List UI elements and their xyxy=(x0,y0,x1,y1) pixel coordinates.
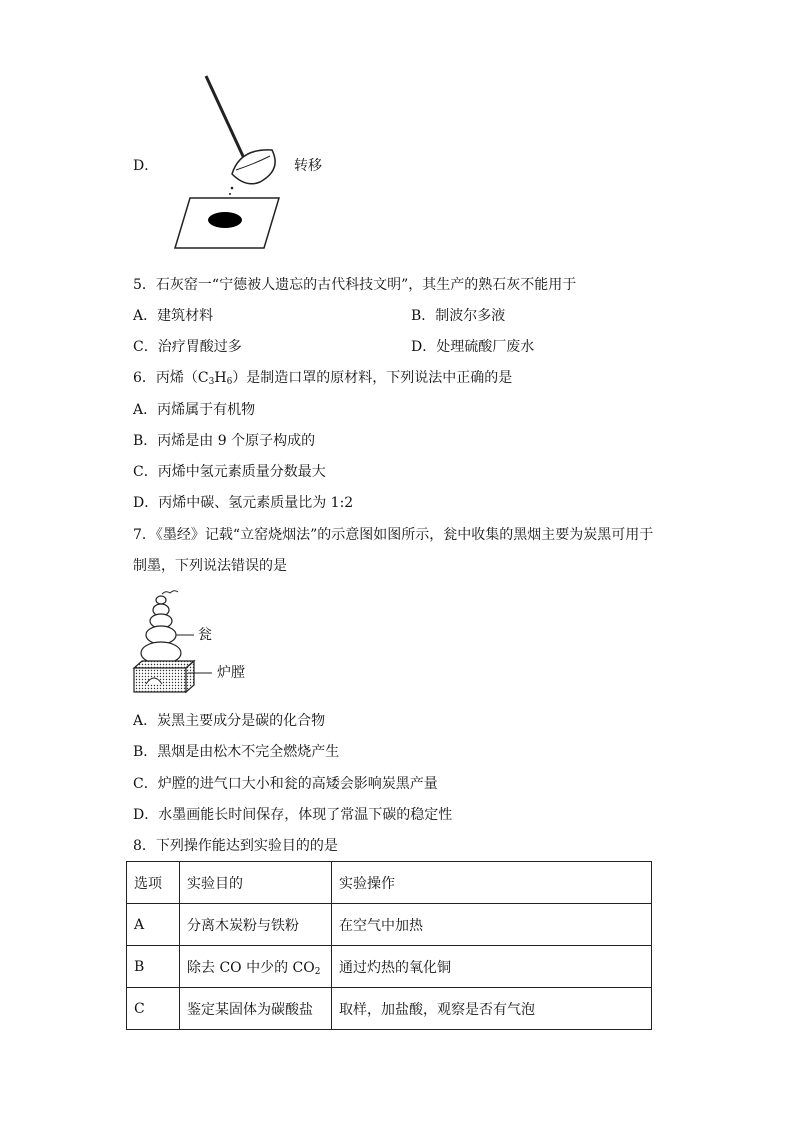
cell-purpose: 分离木炭粉与铁粉 xyxy=(180,904,332,946)
q7-option-a: A．炭黑主要成分是碳的化合物 xyxy=(133,713,326,729)
cell-purpose: 鉴定某固体为碳酸盐 xyxy=(180,988,332,1030)
q5-option-b: B．制波尔多液 xyxy=(411,308,506,324)
q5-option-d: D．处理硫酸厂废水 xyxy=(411,339,535,355)
q7-stem-line2: 制墨，下列说法错误的是 xyxy=(133,558,287,574)
q5-option-a: A．建筑材料 xyxy=(133,308,214,324)
q6-option-c: C．丙烯中氢元素质量分数最大 xyxy=(133,464,326,480)
q6-option-a: A．丙烯属于有机物 xyxy=(133,402,256,418)
table-row xyxy=(127,988,652,1030)
smoke xyxy=(162,591,178,594)
label-lutang: 炉膛 xyxy=(217,665,245,681)
cell-operation: 在空气中加热 xyxy=(332,904,652,946)
table-row xyxy=(127,946,652,988)
cell-option: C xyxy=(127,988,180,1030)
q7-stem-line1: 7．《墨经》记载“立窑烧烟法”的示意图如图所示，瓮中收集的黑烟主要为炭黑可用于 xyxy=(133,527,654,543)
q4-option-d-letter: D． xyxy=(133,158,159,174)
table-header-row xyxy=(127,862,652,904)
q5-option-c: C．治疗胃酸过多 xyxy=(133,339,242,355)
q7-option-c: C．炉膛的进气口大小和瓮的高矮会影响炭黑产量 xyxy=(133,776,438,792)
q8-stem: 8．下列操作能达到实验目的的是 xyxy=(133,838,338,854)
transfer-figure xyxy=(170,70,290,252)
q7-option-b: B．黑烟是由松木不完全燃烧产生 xyxy=(133,744,340,760)
header-purpose: 实验目的 xyxy=(180,862,332,904)
label-weng: 瓮 xyxy=(198,627,212,643)
cell-operation: 取样，加盐酸，观察是否有气泡 xyxy=(332,988,652,1030)
cell-operation: 通过灼热的氧化铜 xyxy=(332,946,652,988)
q6-option-b: B．丙烯是由 9 个原子构成的 xyxy=(133,433,316,449)
evaporating-dish xyxy=(232,150,275,184)
header-operation: 实验操作 xyxy=(332,862,652,904)
q7-option-d: D．水墨画能长时间保存，体现了常温下碳的稳定性 xyxy=(133,807,453,823)
q5-stem: 5．石灰窑一“宁德被人遗忘的古代科技文明”，其生产的熟石灰不能用于 xyxy=(133,277,577,293)
solid-pile xyxy=(208,212,242,228)
q4-option-d-label: 转移 xyxy=(294,158,322,174)
urn xyxy=(146,626,176,644)
q6-stem: 6．丙烯$(C_3H_6)$是制造口罩的原材料，下列说法中正确的是 xyxy=(133,370,513,387)
furnace-chamber xyxy=(134,661,194,668)
table-row xyxy=(127,904,652,946)
q6-option-d: D．丙烯中碳、氢元素质量比为 1:2 xyxy=(133,495,354,511)
cell-purpose: 除去 CO 中少的 $CO_2$ xyxy=(180,946,332,988)
header-option: 选项 xyxy=(127,862,180,904)
experiment-table xyxy=(126,861,652,1030)
cell-option: A xyxy=(127,904,180,946)
cell-option: B xyxy=(127,946,180,988)
